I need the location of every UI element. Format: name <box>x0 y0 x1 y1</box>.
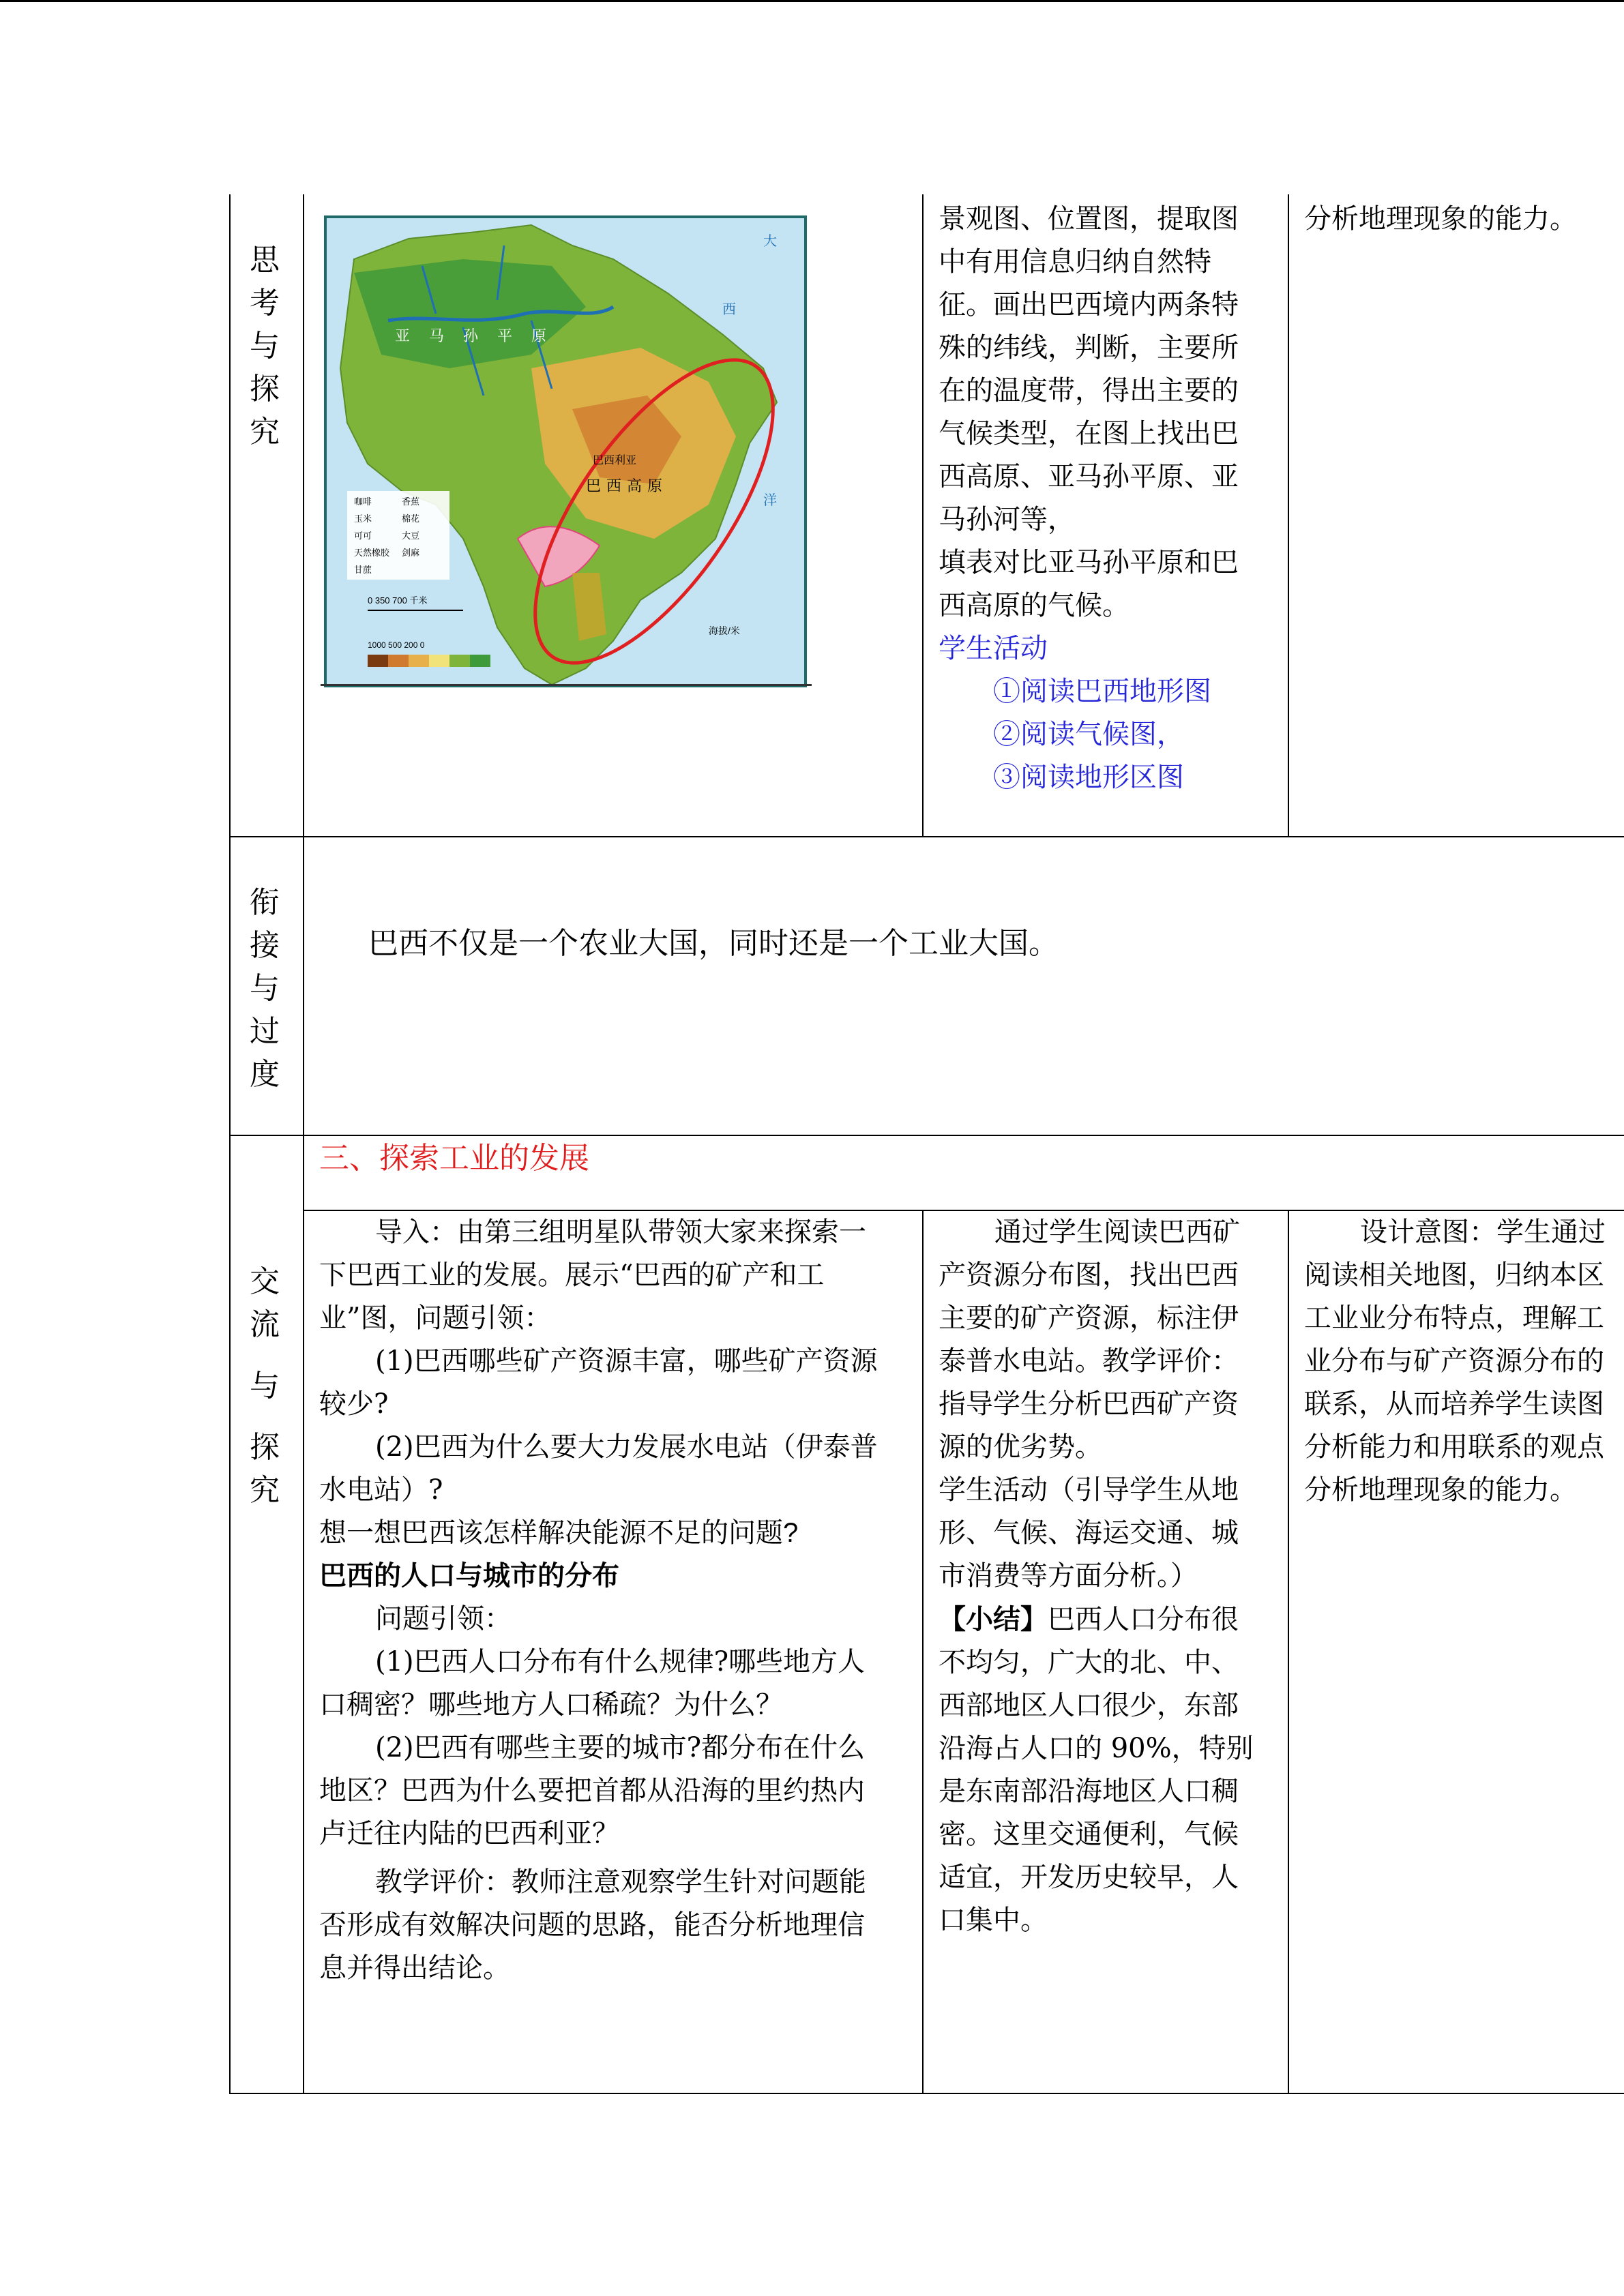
transition-text: 巴西不仅是一个农业大国，同时还是一个工业大国。 <box>368 926 1059 961</box>
text-line: 密。这里交通便利，气候 <box>939 1819 1239 1850</box>
map-label-amazon-4: 平 <box>497 327 513 344</box>
text-line: 口集中。 <box>939 1905 1048 1936</box>
label-column-border <box>303 194 304 2093</box>
teaching-evaluation: 教学评价：教师注意观察学生针对问题能 <box>375 1866 866 1898</box>
text-line: 卢迁往内陆的巴西利亚？ <box>319 1818 619 1849</box>
summary-line <box>939 1598 1280 1641</box>
map-label-ocean-2: 西 <box>722 302 736 317</box>
legend-item: 甘蔗 <box>354 565 372 575</box>
text-line: 通过学生阅读巴西矿 <box>994 1217 1240 1248</box>
text-line: 息并得出结论。 <box>319 1952 510 1984</box>
section-title: 三、探索工业的发展 <box>319 1141 589 1176</box>
text-line: 导入：由第三组明星队带领大家来探索一 <box>375 1217 866 1248</box>
text-line: 是东南部沿海地区人口稠 <box>939 1776 1239 1807</box>
elevation-swatch <box>368 655 388 667</box>
row1-bottom-border <box>229 836 1624 837</box>
text-line: 气候类型，在图上找出巴 <box>939 418 1239 449</box>
legend-item: 棉花 <box>402 513 420 524</box>
legend-item: 咖啡 <box>354 496 372 507</box>
label-char: 考 <box>250 286 280 320</box>
label-char: 交 <box>250 1264 280 1299</box>
activity-item: ③阅读地形区图 <box>993 762 1184 793</box>
question-3: (1)巴西人口分布有什么规律?哪些地方人 <box>375 1646 866 1678</box>
row-label-transition <box>244 881 285 1096</box>
text-line: 设计意图：学生通过 <box>1360 1217 1606 1248</box>
table-left-border <box>229 194 231 2093</box>
text-line: 市消费等方面分析。） <box>939 1560 1198 1592</box>
elevation-swatch <box>449 655 470 667</box>
map-label-highland-3: 高 <box>627 477 643 494</box>
label-char: 思 <box>250 243 280 278</box>
label-char: 过 <box>250 1014 280 1049</box>
text-line: 指导学生分析巴西矿产资 <box>939 1388 1239 1420</box>
text-line: 业分布与矿产资源分布的 <box>1304 1345 1604 1377</box>
think-question: 想一想巴西该怎样解决能源不足的问题? <box>319 1518 799 1548</box>
label-char: 探 <box>250 1430 280 1465</box>
row3-process-column <box>319 1211 913 1990</box>
elevation-swatch <box>388 655 409 667</box>
label-char: 衔 <box>250 885 280 920</box>
label-char: 与 <box>250 1369 280 1403</box>
row1-column-border-a <box>922 194 924 837</box>
text-line: 马孙河等， <box>939 504 1075 535</box>
map-label-highland-1: 巴 <box>586 477 602 494</box>
label-char: 与 <box>250 329 280 363</box>
text-line: 否形成有效解决问题的思路，能否分析地理信 <box>319 1909 865 1941</box>
map-label-amazon-1: 亚 <box>395 327 411 344</box>
elevation-swatch <box>409 655 429 667</box>
text-line: 分析能力和用联系的观点 <box>1304 1431 1604 1463</box>
row3-activity-column <box>939 1211 1280 1942</box>
text-line: 填表对比亚马孙平原和巴 <box>939 547 1239 578</box>
text-line: 下巴西工业的发展。展示“巴西的矿产和工 <box>319 1259 825 1291</box>
text-line: 分析地理现象的能力。 <box>1304 203 1577 235</box>
map-label-ocean-1: 大 <box>763 234 777 249</box>
page-top-border <box>0 0 1624 2</box>
text-line: 地区？巴西为什么要把首都从沿海的里约热内 <box>319 1775 865 1806</box>
row2-bottom-border <box>229 1135 1624 1136</box>
label-char: 与 <box>250 971 280 1006</box>
legend-item: 剑麻 <box>402 548 420 558</box>
text-line: 沿海占人口的 90%，特别 <box>939 1733 1254 1764</box>
brazil-terrain-map <box>324 215 807 687</box>
map-label-ocean-3: 洋 <box>763 493 777 508</box>
text-line: 西高原的气候。 <box>939 590 1130 621</box>
text-line: 分析地理现象的能力。 <box>1304 1474 1577 1506</box>
text-line: 适宜，开发历史较早，人 <box>939 1862 1239 1893</box>
legend-item: 玉米 <box>354 513 372 524</box>
map-label-amazon-3: 孙 <box>463 327 479 344</box>
row-label-think-explore <box>244 239 285 453</box>
label-char: 探 <box>250 372 280 406</box>
legend-item: 香蕉 <box>402 496 420 507</box>
text-line: 主要的矿产资源，标注伊 <box>939 1302 1239 1334</box>
legend-item: 天然橡胶 <box>354 548 390 558</box>
map-label-highland-2: 西 <box>606 477 622 494</box>
map-label-amazon-5: 原 <box>531 327 547 344</box>
text-line: 源的优劣势。 <box>939 1431 1102 1463</box>
text-line: 学生活动（引导学生从地 <box>939 1474 1239 1506</box>
elevation-ticks: 1000 500 200 0 <box>368 640 425 650</box>
row1-activity-column <box>939 198 1280 799</box>
label-char: 流 <box>250 1307 280 1342</box>
question-4: (2)巴西有哪些主要的城市?都分布在什么 <box>375 1732 866 1763</box>
table-bottom-border <box>229 2093 1624 2094</box>
student-activity-heading: 学生活动 <box>939 633 1048 664</box>
map-label-highland-4: 原 <box>647 477 663 494</box>
map-caption-line <box>321 684 812 686</box>
map-label-amazon-2: 马 <box>429 327 445 344</box>
text-line: 景观图、位置图，提取图 <box>939 203 1239 235</box>
text-line: 征。画出巴西境内两条特 <box>939 289 1239 320</box>
text-line: 形、气候、海运交通、城 <box>939 1517 1239 1549</box>
elevation-swatch <box>429 655 449 667</box>
row-label-exchange-explore <box>244 1260 285 1512</box>
subheading: 巴西的人口与城市的分布 <box>319 1561 619 1591</box>
summary-label: 【小结】 <box>939 1603 1048 1635</box>
text-line: 较少? <box>319 1388 389 1420</box>
text-line: 泰普水电站。教学评价： <box>939 1345 1239 1377</box>
text-line: 水电站）? <box>319 1474 443 1506</box>
label-char: 接 <box>250 928 280 963</box>
text-line: 口稠密？哪些地方人口稀疏？为什么？ <box>319 1689 783 1720</box>
question-2: (2)巴西为什么要大力发展水电站（伊泰普 <box>375 1431 878 1463</box>
question-1: (1)巴西哪些矿产资源丰富，哪些矿产资源 <box>375 1345 878 1377</box>
text-line: 阅读相关地图，归纳本区 <box>1304 1259 1604 1291</box>
row3-intent-column <box>1304 1211 1619 1512</box>
row1-intent-column <box>1304 198 1618 241</box>
legend-item: 大豆 <box>402 531 420 541</box>
activity-item: ②阅读气候图， <box>993 719 1184 750</box>
text-line: 西部地区人口很少，东部 <box>939 1690 1239 1721</box>
map-label-capital: 巴西利亚 <box>593 455 637 466</box>
map-graphic <box>327 218 804 685</box>
text-line: 不均匀，广大的北、中、 <box>939 1647 1239 1678</box>
text-line: 业”图，问题引领： <box>319 1302 552 1334</box>
label-char: 究 <box>250 1473 280 1508</box>
legend-item: 可可 <box>354 531 372 541</box>
text-line: 殊的纬线，判断，主要所 <box>939 332 1239 363</box>
activity-item: ①阅读巴西地形图 <box>993 676 1211 707</box>
text-line: 在的温度带，得出主要的 <box>939 375 1239 406</box>
elevation-swatch <box>470 655 490 667</box>
text-line: 西高原、亚马孙平原、亚 <box>939 461 1239 492</box>
row1-column-border-b <box>1288 194 1289 837</box>
label-char: 究 <box>250 415 280 449</box>
guide-label: 问题引领： <box>375 1603 512 1635</box>
text-line: 联系，从而培养学生读图 <box>1304 1388 1604 1420</box>
row3-column-border-a <box>922 1210 924 2093</box>
text-line: 产资源分布图，找出巴西 <box>939 1259 1239 1291</box>
summary-text: 巴西人口分布很 <box>1048 1604 1239 1635</box>
label-char: 度 <box>250 1057 280 1092</box>
elevation-legend-title: 海拔/米 <box>709 625 740 636</box>
text-line: 中有用信息归纳自然特 <box>939 246 1211 278</box>
text-line: 工业业分布特点，理解工 <box>1304 1302 1604 1334</box>
row3-column-border-b <box>1288 1210 1289 2093</box>
scale-text: 0 350 700 千米 <box>368 595 428 606</box>
